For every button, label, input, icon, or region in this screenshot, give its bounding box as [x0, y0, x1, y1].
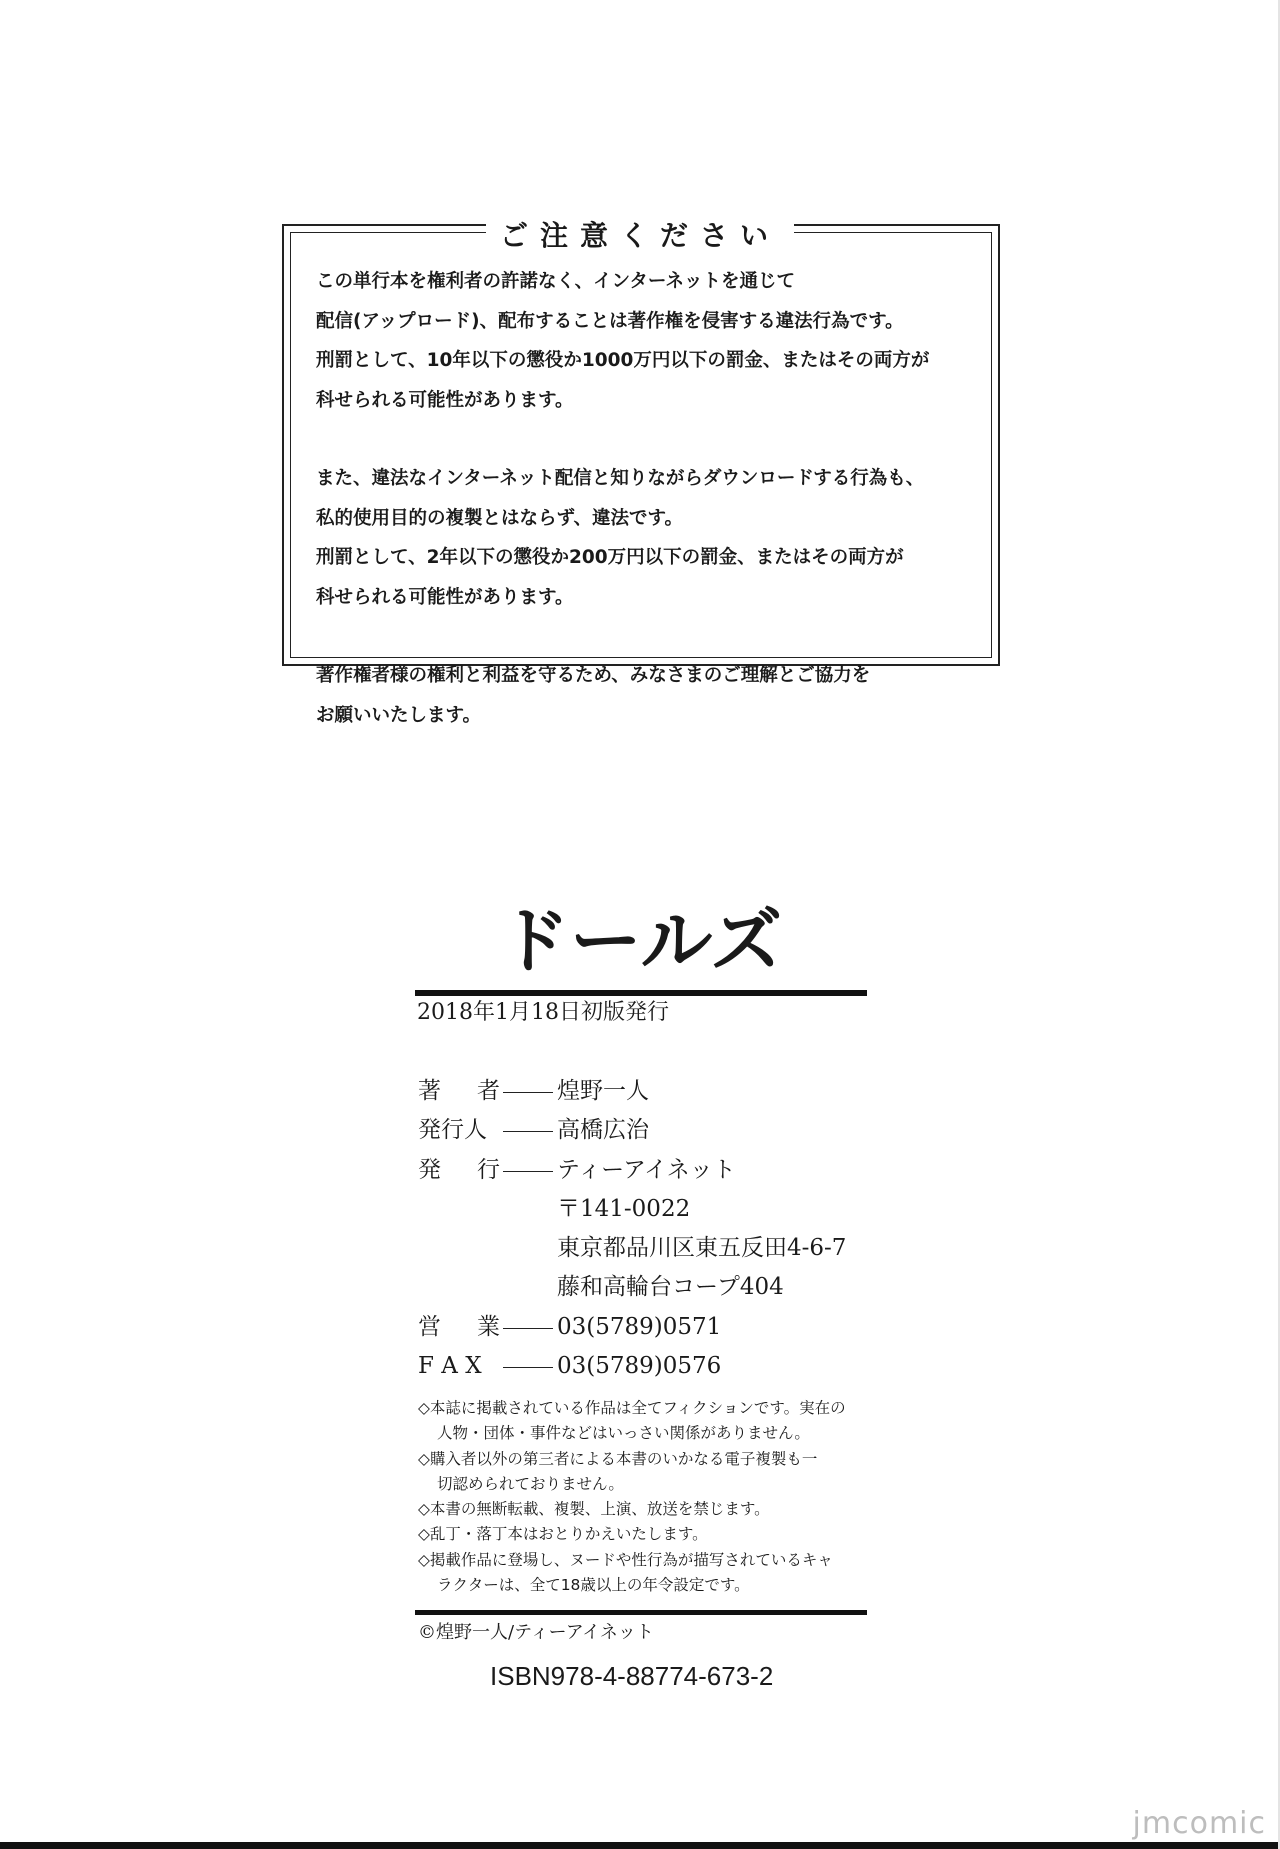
notice-paragraph: この単行本を権利者の許諾なく、インターネットを通じて 配信(アップロード)、配布することは著作権を侵害する違法行為です。 刑罰として、10年以下の懲役か1000万円以下の罰金、またはその両方が 科せられる可能性があります。 [316, 271, 930, 411]
disclaimer-line: ◇掲載作品に登場し、ヌードや性行為が描写されているキャ [418, 1550, 833, 1569]
isbn: ISBN978-4-88774-673-2 [490, 1661, 774, 1691]
disclaimers [418, 1396, 878, 1598]
disclaimer-line: ◇購入者以外の第三者による本書のいかなる電子複製も一 [418, 1449, 818, 1468]
colophon [418, 1072, 846, 1386]
watermark: jmcomic [1132, 1806, 1266, 1841]
fax-number: 03(5789)0576 [557, 1353, 722, 1380]
disclaimer-line: ラクターは、全て18歳以上の年令設定です。 [437, 1576, 750, 1595]
leader-dash [503, 1171, 553, 1190]
copyright: ©煌野一人/ティーアイネット [418, 1622, 654, 1643]
title-rule [415, 990, 867, 996]
address-line-1: 東京都品川区東五反田4-6-7 [557, 1235, 847, 1262]
postal-code: 〒141-0022 [557, 1195, 691, 1222]
scan-bottom-bar [0, 1842, 1280, 1849]
disclaimer-line: 切認められておりません。 [437, 1474, 624, 1493]
leader-dash [503, 1131, 553, 1150]
leader-dash [503, 1367, 553, 1386]
edition-date: 2018年1月18日初版発行 [417, 1000, 669, 1025]
notice-title: ご注意ください [0, 214, 1280, 254]
disclaimer-line: ◇本誌に掲載されている作品は全てフィクションです。実在の [418, 1399, 846, 1417]
notice-body [316, 262, 976, 735]
notice-paragraph: 著作権者様の権利と利益を守るため、みなさまのご理解とご協力を お願いいたします。 [316, 665, 871, 726]
disclaimer-line: ◇本書の無断転載、複製、上演、放送を禁じます。 [418, 1500, 770, 1519]
publisher-name: ティーアイネット [557, 1156, 736, 1183]
disclaimer-line: 人物・団体・事件などはいっさい関係がありません。 [437, 1424, 810, 1443]
footer-rule [415, 1610, 867, 1615]
author-name: 煌野一人 [557, 1078, 649, 1104]
colophon-row-publisher-person: 発行人 高橋広治 [418, 1111, 846, 1150]
sales-phone: 03(5789)0571 [557, 1313, 722, 1340]
leader-dash [503, 1328, 553, 1347]
colophon-row-author: 著 者 煌野一人 [418, 1072, 846, 1111]
colophon-row-fax: F A X 03(5789)0576 [418, 1347, 846, 1386]
notice-paragraph: また、違法なインターネット配信と知りながらダウンロードする行為も、 私的使用目的の複製とはならず、違法です。 刑罰として、2年以下の懲役か200万円以下の罰金、またはその両方が 科せられる可能性があります。 [316, 468, 925, 608]
address-line-2: 藤和高輪台コープ404 [557, 1274, 784, 1301]
leader-dash [503, 1092, 553, 1111]
colophon-row-sales: 営 業 03(5789)0571 [418, 1308, 846, 1347]
book-title: ドールズ [497, 898, 783, 983]
publisher-person: 高橋広治 [557, 1117, 649, 1144]
disclaimer-line: ◇乱丁・落丁本はおとりかえいたします。 [418, 1525, 708, 1544]
colophon-row-publisher: 発 行 ティーアイネット [418, 1151, 846, 1190]
